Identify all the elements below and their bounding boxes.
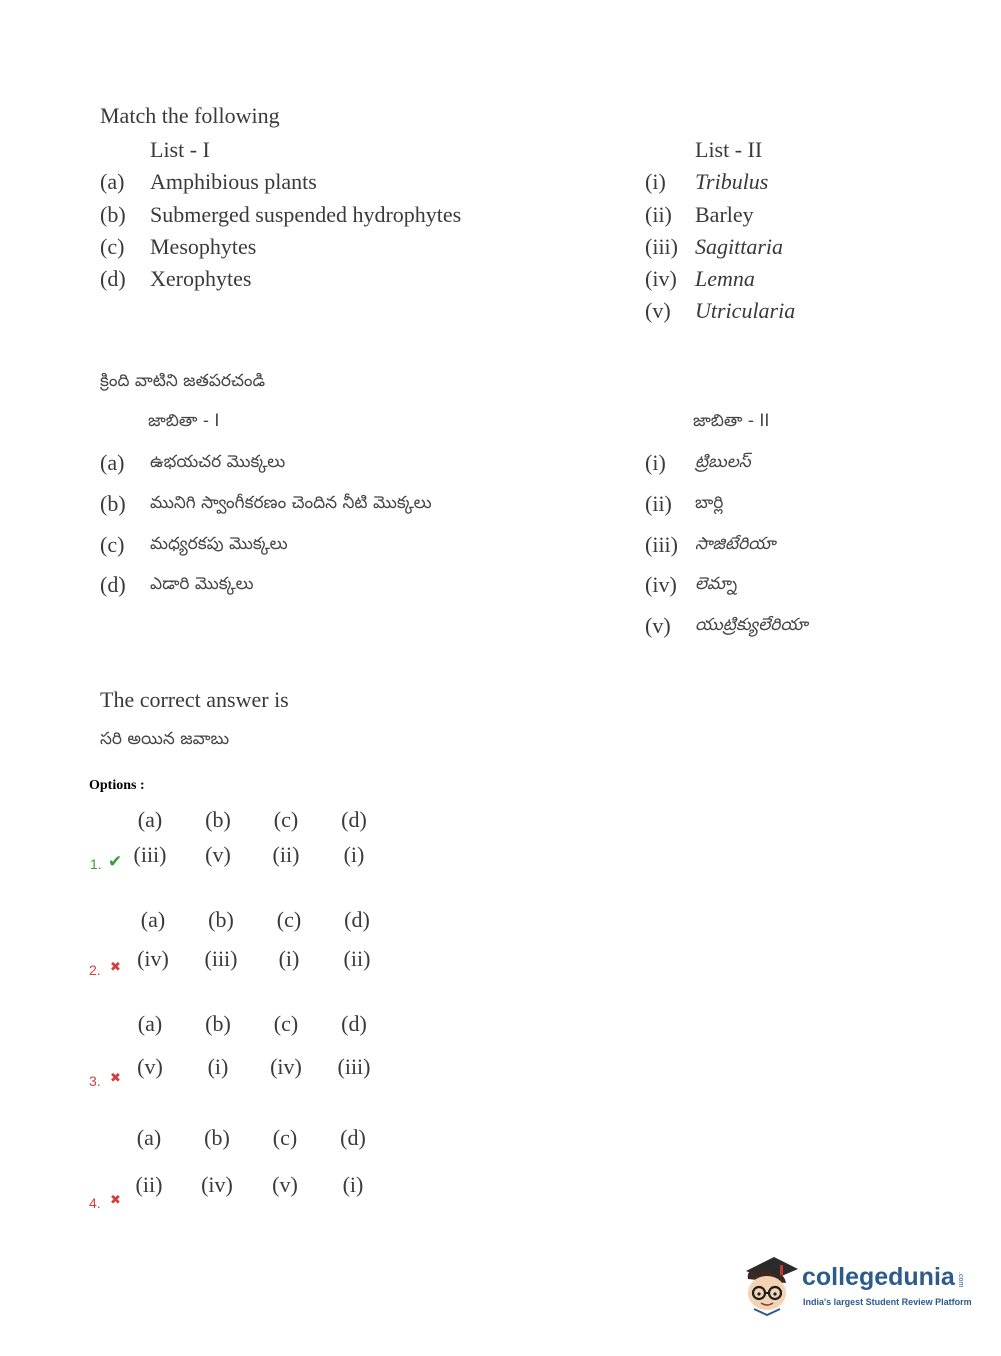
option-header: (b) — [204, 1125, 230, 1150]
list1-item: మునిగి స్వాంగీకరణం చెందిన నీటి మొక్కలు — [150, 493, 432, 513]
option-header: (d) — [344, 907, 370, 932]
logo-tagline: India's largest Student Review Platform — [803, 1297, 972, 1307]
options-label: Options : — [89, 778, 145, 793]
option-header: (a) — [137, 1011, 163, 1036]
option-value: (iii) — [204, 946, 238, 971]
list2-key: (iv) — [645, 266, 677, 291]
logo-name: collegedunia — [802, 1263, 955, 1291]
list1-key: (a) — [100, 450, 125, 475]
option-header: (d) — [341, 1011, 367, 1036]
list2-header-english: List - II — [695, 137, 763, 162]
list1-key: (d) — [100, 266, 126, 291]
question-title-english: Match the following — [100, 103, 280, 128]
option-number: 2. — [89, 962, 101, 978]
option-header: (a) — [140, 907, 166, 932]
option-value: (v) — [205, 842, 231, 867]
list1-item: Mesophytes — [150, 234, 257, 259]
cross-icon: ✖ — [110, 1192, 121, 1207]
list1-header-telugu: జాబితా - I — [148, 411, 220, 431]
list2-key: (ii) — [645, 491, 672, 516]
cross-icon: ✖ — [110, 1070, 121, 1085]
list2-item: Utricularia — [695, 298, 796, 323]
list2-item: బార్లి — [695, 493, 724, 513]
option-number: 4. — [89, 1195, 101, 1211]
answer-prompt-english: The correct answer is — [100, 687, 289, 712]
list2-key: (i) — [645, 169, 666, 194]
option-value: (i) — [342, 1172, 364, 1197]
list1-key: (c) — [100, 234, 125, 259]
list2-item: లెమ్నా — [695, 574, 737, 594]
list1-item: ఎడారి మొక్కలు — [150, 574, 254, 594]
option-number: 3. — [89, 1073, 101, 1089]
list1-item: Submerged suspended hydrophytes — [150, 202, 462, 227]
option-header: (a) — [137, 807, 163, 832]
list2-item: Barley — [695, 202, 754, 227]
option-value: (iii) — [337, 1054, 371, 1079]
list2-key: (iv) — [645, 572, 677, 597]
option-value: (iii) — [133, 842, 167, 867]
option-header: (d) — [340, 1125, 366, 1150]
list2-item: Lemna — [695, 266, 755, 291]
list2-key: (v) — [645, 613, 671, 638]
option-value: (v) — [272, 1172, 298, 1197]
option-header: (c) — [272, 1125, 298, 1150]
mascot-icon — [740, 1249, 802, 1317]
list1-header-english: List - I — [150, 137, 210, 162]
list1-key: (d) — [100, 572, 126, 597]
list1-item: మధ్యరకపు మొక్కలు — [150, 534, 288, 554]
list1-item: Amphibious plants — [150, 169, 317, 194]
list2-item: యుట్రిక్యులేరియా — [695, 615, 808, 635]
answer-prompt-telugu: సరి అయిన జవాబు — [100, 729, 230, 749]
list2-item: ట్రిబులస్ — [695, 452, 751, 472]
list2-key: (iii) — [645, 234, 678, 259]
question-title-telugu: క్రింది వాటిని జతపరచండి — [100, 371, 266, 391]
option-value: (iv) — [270, 1054, 302, 1079]
list1-key: (c) — [100, 532, 125, 557]
option-header: (c) — [273, 1011, 299, 1036]
option-value: (ii) — [272, 842, 300, 867]
option-value: (iv) — [137, 946, 169, 971]
list1-item: Xerophytes — [150, 266, 252, 291]
option-value: (ii) — [343, 946, 371, 971]
list2-key: (i) — [645, 450, 666, 475]
list2-header-telugu: జాబితా - II — [693, 411, 770, 431]
option-value: (iv) — [201, 1172, 233, 1197]
list2-item: సాజిటేరియా — [695, 534, 776, 554]
list1-key: (b) — [100, 491, 126, 516]
check-icon: ✔ — [108, 852, 123, 871]
list2-key: (v) — [645, 298, 671, 323]
option-value: (ii) — [135, 1172, 163, 1197]
list2-item: Sagittaria — [695, 234, 784, 259]
option-header: (c) — [276, 907, 302, 932]
option-value: (i) — [343, 842, 365, 867]
list1-key: (b) — [100, 202, 126, 227]
option-header: (c) — [273, 807, 299, 832]
list2-key: (iii) — [645, 532, 678, 557]
option-header: (d) — [341, 807, 367, 832]
list1-key: (a) — [100, 169, 125, 194]
option-number: 1. — [90, 856, 102, 872]
logo-com: .com — [957, 1272, 964, 1288]
cross-icon: ✖ — [110, 959, 121, 974]
option-value: (i) — [278, 946, 300, 971]
option-header: (b) — [205, 807, 231, 832]
option-header: (b) — [205, 1011, 231, 1036]
list1-item: ఉభయచర మొక్కలు — [150, 452, 286, 472]
option-header: (a) — [136, 1125, 162, 1150]
option-header: (b) — [208, 907, 234, 932]
option-value: (v) — [137, 1054, 163, 1079]
list2-item: Tribulus — [695, 169, 769, 194]
list2-key: (ii) — [645, 202, 672, 227]
option-value: (i) — [207, 1054, 229, 1079]
